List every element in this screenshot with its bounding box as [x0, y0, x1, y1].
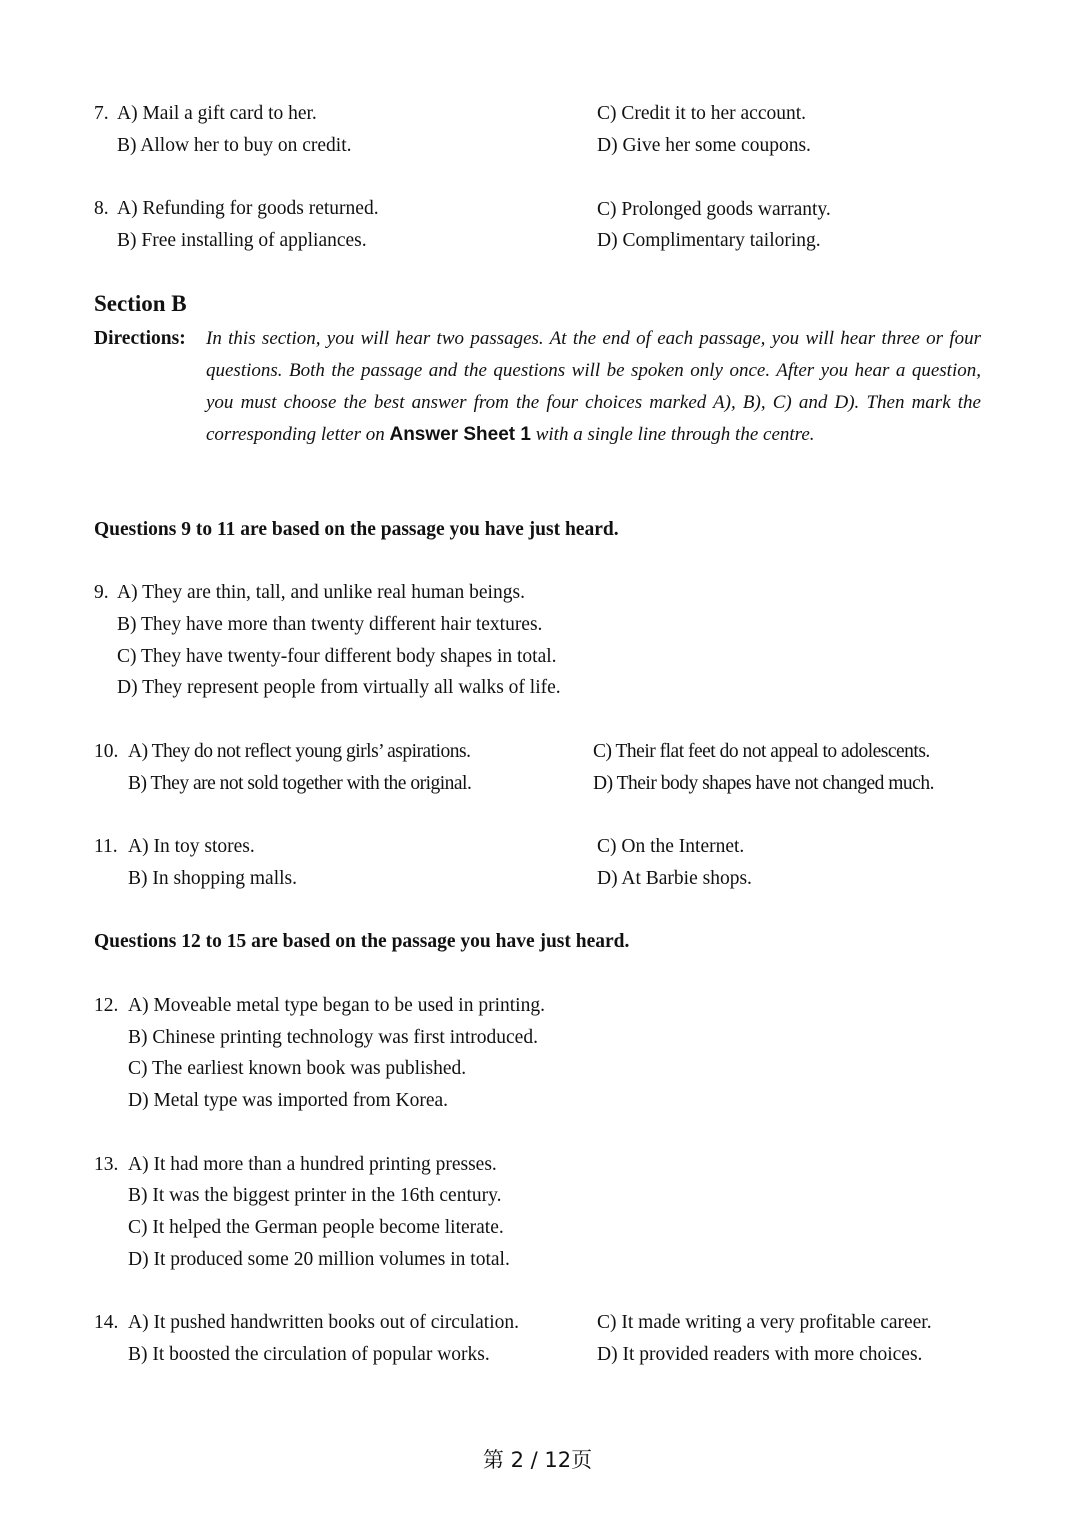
option-d: D) Give her some coupons. [597, 135, 811, 156]
question-number: 12. [94, 995, 119, 1016]
option-c: C) On the Internet. [597, 836, 745, 857]
option-d: D) Their body shapes have not changed much. [593, 773, 934, 794]
question-number: 11. [94, 836, 118, 857]
option-b: B) They have more than twenty different hair textures. [117, 614, 543, 635]
group-heading-12-15: Questions 12 to 15 are based on the passage you have just heard. [94, 931, 630, 952]
option-c: C) They have twenty-four different body shapes in total. [117, 646, 557, 667]
question-number: 8. [94, 198, 109, 219]
option-a: A) They are thin, tall, and unlike real human beings. [117, 582, 525, 603]
option-d: D) It produced some 20 million volumes in total. [128, 1249, 510, 1270]
question-number: 10. [94, 741, 119, 762]
option-c: C) The earliest known book was published. [128, 1058, 467, 1079]
option-b: B) Chinese printing technology was first introduced. [128, 1027, 538, 1048]
question-number: 7. [94, 103, 109, 124]
question-number: 9. [94, 582, 109, 603]
directions-text [206, 323, 981, 451]
option-a: A) It had more than a hundred printing presses. [128, 1154, 497, 1175]
option-b: B) It was the biggest printer in the 16th century. [128, 1185, 502, 1206]
option-c: C) Credit it to her account. [597, 103, 807, 124]
option-a: A) In toy stores. [128, 836, 255, 857]
answer-sheet-ref: Answer Sheet 1 [389, 424, 531, 445]
page-number: 第 2 / 12页 [482, 1448, 593, 1472]
option-d: D) Complimentary tailoring. [597, 230, 821, 251]
option-a: A) Mail a gift card to her. [117, 103, 317, 124]
option-d: D) Metal type was imported from Korea. [128, 1090, 449, 1111]
option-b: B) Free installing of appliances. [117, 230, 367, 251]
option-c: C) Their flat feet do not appeal to adolescents. [593, 741, 930, 762]
section-title: Section B [94, 291, 187, 316]
option-d: D) It provided readers with more choices. [597, 1344, 923, 1365]
option-c: C) Prolonged goods warranty. [597, 199, 831, 220]
option-b: B) They are not sold together with the original. [128, 773, 472, 794]
directions-body: In this section, you will hear two passages. At the end of each passage, you will hear three or four questions. Both the passage and the questions will be spoken only once. After you hear a question, you must choose the best answer from the four choices marked A), B), C) and D). Then mark the corresponding letter on [206, 328, 981, 445]
option-a: A) It pushed handwritten books out of circulation. [128, 1312, 519, 1333]
option-b: B) Allow her to buy on credit. [117, 135, 352, 156]
option-d: D) At Barbie shops. [597, 868, 752, 889]
option-d: D) They represent people from virtually all walks of life. [117, 677, 561, 698]
option-c: C) It helped the German people become literate. [128, 1217, 504, 1238]
question-number: 14. [94, 1312, 119, 1333]
directions-label: Directions: [94, 328, 186, 349]
question-number: 13. [94, 1154, 119, 1175]
option-b: B) In shopping malls. [128, 868, 297, 889]
option-a: A) Refunding for goods returned. [117, 198, 379, 219]
option-b: B) It boosted the circulation of popular works. [128, 1344, 490, 1365]
group-heading-9-11: Questions 9 to 11 are based on the passage you have just heard. [94, 519, 619, 540]
option-a: A) They do not reflect young girls’ aspirations. [128, 741, 471, 762]
option-c: C) It made writing a very profitable career. [597, 1312, 932, 1333]
option-a: A) Moveable metal type began to be used in printing. [128, 995, 545, 1016]
directions-tail: with a single line through the centre. [530, 424, 815, 445]
